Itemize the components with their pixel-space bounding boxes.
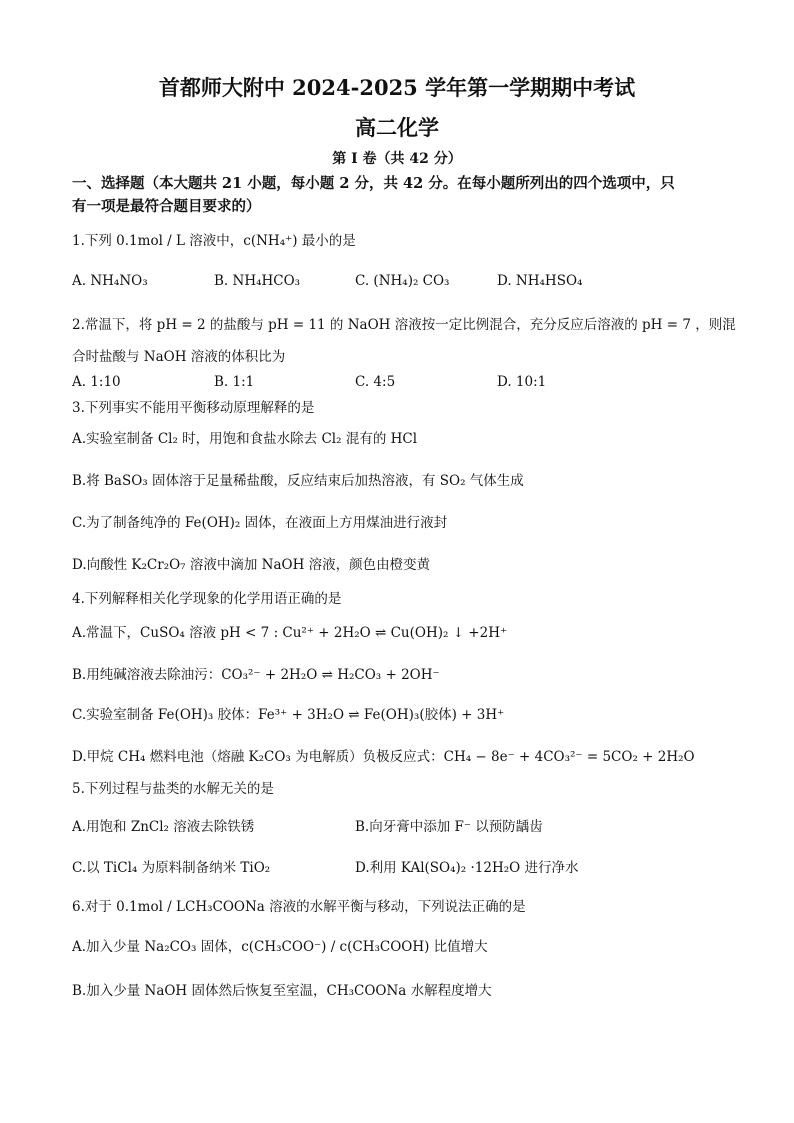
q5-option-d: D.利用 KAl(SO₄)₂ ·12H₂O 进行净水 [355,860,579,876]
q2-stem-line2: 合时盐酸与 NaOH 溶液的体积比为 [72,349,286,365]
q2-option-a: A. 1:10 [72,374,121,390]
subject-title: 高二化学 [355,115,439,140]
q4-option-d: D.甲烷 CH₄ 燃料电池（熔融 K₂CO₃ 为电解质）负极反应式：CH₄ − 8e⁻ + 4CO₃²⁻ = 5CO₂ + 2H₂O [72,749,695,765]
q1-option-d: D. NH₄HSO₄ [497,273,583,289]
volume-title: 第 I 卷（共 42 分） [332,151,462,167]
q1-option-c: C. (NH₄)₂ CO₃ [355,273,450,289]
q4-option-b: B.用纯碱溶液去除油污：CO₃²⁻ + 2H₂O ⇌ H₂CO₃ + 2OH⁻ [72,667,440,683]
q4-stem: 4.下列解释相关化学现象的化学用语正确的是 [72,591,342,607]
section-heading-line2: 有一项是最符合题目要求的） [72,198,261,215]
q2-stem-line1: 2.常温下，将 pH = 2 的盐酸与 pH = 11 的 NaOH 溶液按一定比例混合，充分反应后溶液的 pH = 7 ，则混 [72,317,736,333]
q1-option-a: A. NH₄NO₃ [72,273,148,289]
q2-option-d: D. 10:1 [497,374,547,390]
q5-option-b: B.向牙膏中添加 F⁻ 以预防龋齿 [355,819,543,835]
q4-option-c: C.实验室制备 Fe(OH)₃ 胶体：Fe³⁺ + 3H₂O ⇌ Fe(OH)₃(胶体) + 3H⁺ [72,707,505,723]
q5-stem: 5.下列过程与盐类的水解无关的是 [72,781,274,797]
q5-option-c: C.以 TiCl₄ 为原料制备纳米 TiO₂ [72,860,271,876]
section-heading-line1: 一、选择题（本大题共 21 小题，每小题 2 分，共 42 分。在每小题所列出的四个选项中，只 [72,175,675,192]
q2-option-b: B. 1:1 [214,374,255,390]
q5-option-a: A.用饱和 ZnCl₂ 溶液去除铁锈 [72,819,255,835]
q1-option-b: B. NH₄HCO₃ [214,273,301,289]
q2-option-c: C. 4:5 [355,374,396,390]
q1-stem: 1.下列 0.1mol / L 溶液中，c(NH₄⁺) 最小的是 [72,233,356,249]
q3-option-c: C.为了制备纯净的 Fe(OH)₂ 固体，在液面上方用煤油进行液封 [72,515,448,531]
q3-option-b: B.将 BaSO₃ 固体溶于足量稀盐酸，反应结束后加热溶液，有 SO₂ 气体生成 [72,473,524,489]
q3-option-a: A.实验室制备 Cl₂ 时，用饱和食盐水除去 Cl₂ 混有的 HCl [72,431,418,447]
exam-title: 首都师大附中 2024-2025 学年第一学期期中考试 [158,75,636,100]
q3-option-d: D.向酸性 K₂Cr₂O₇ 溶液中滴加 NaOH 溶液，颜色由橙变黄 [72,557,431,573]
q3-stem: 3.下列事实不能用平衡移动原理解释的是 [72,400,315,416]
q6-stem: 6.对于 0.1mol / LCH₃COONa 溶液的水解平衡与移动，下列说法正确的是 [72,899,526,915]
q6-option-a: A.加入少量 Na₂CO₃ 固体，c(CH₃COO⁻) / c(CH₃COOH) 比值增大 [72,939,488,955]
q4-option-a: A.常温下，CuSO₄ 溶液 pH < 7 : Cu²⁺ + 2H₂O ⇌ Cu(OH)₂ ↓ +2H⁺ [72,625,508,641]
q6-option-b: B.加入少量 NaOH 固体然后恢复至室温，CH₃COONa 水解程度增大 [72,983,492,999]
